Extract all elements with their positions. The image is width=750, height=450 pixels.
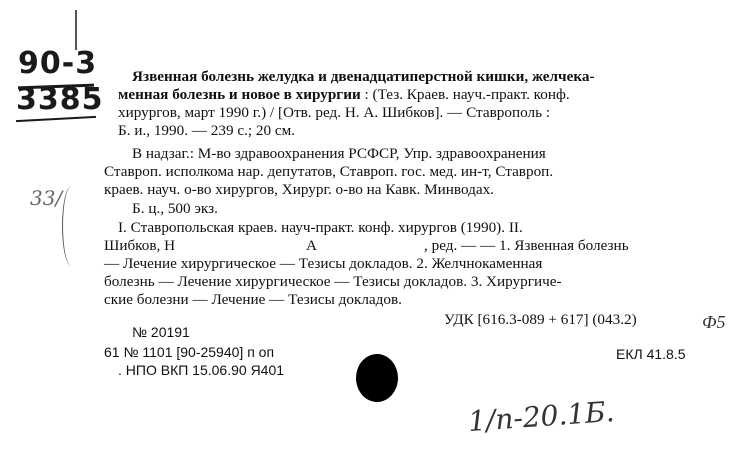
price-line: Б. ц., 500 экз.: [132, 200, 218, 217]
pencil-note: 33/: [30, 186, 63, 210]
order-line: 61 № 1101 [90-25940] п оп: [104, 344, 275, 360]
shelfmark-line1: 90-3: [18, 46, 98, 81]
card-number: № 20191: [132, 324, 190, 340]
supervision-line1: В надзаг.: М-во здравоохранения РСФСР, Упр. здравоохранения: [132, 145, 546, 162]
publisher-line: . НПО ВКП 15.06.90 Я401: [118, 362, 285, 378]
margin-mark: Ф5: [702, 312, 726, 332]
tracing-line2c: , ред. — — 1. Язвенная болезнь: [424, 237, 629, 254]
supervision-line2: Ставроп. исполкома нар. депутатов, Ставроп. гос. мед. ин-т, Ставроп.: [104, 163, 554, 180]
shelfmark-line2: 3385: [16, 82, 104, 117]
tracing-line2b: А: [306, 237, 317, 254]
tracing-line1: I. Ставропольская краев. науч-практ. конф. хирургов (1990). II.: [118, 219, 523, 236]
punch-hole: [356, 354, 398, 402]
tracing-line3: — Лечение хирургическое — Тезисы докладов. 2. Желчнокаменная: [104, 255, 543, 272]
ekl-code: ЕКЛ 41.8.5: [616, 346, 686, 362]
tracing-line2a: Шибков, Н: [104, 237, 176, 254]
supervision-line3: краев. науч. о-во хирургов, Хирург. о-во на Кавк. Минводах.: [104, 181, 494, 198]
pencil-stroke: [75, 10, 77, 50]
title-line3: хирургов, март 1990 г.) / [Отв. ред. Н. А. Шибков]. — Ставрополь :: [118, 104, 551, 121]
title-line2: [118, 86, 570, 104]
tracing-line5: ские болезни — Лечение — Тезисы докладов.: [104, 291, 402, 308]
title-heading2: менная болезнь и новое в хирургии: [118, 86, 361, 103]
udc-code: УДК [616.3-089 + 617] (043.2): [444, 311, 637, 328]
title-heading: Язвенная болезнь желудка и двенадцатиперстной кишки, желчека-: [132, 68, 595, 85]
pencil-bracket: [62, 186, 81, 266]
handwritten-signature: 1/п-20.1Б.: [467, 394, 616, 439]
tracing-line4: болезнь — Лечение хирургическое — Тезисы докладов. 3. Хирургиче-: [104, 273, 562, 290]
title-rest: : (Тез. Краев. науч.-практ. конф.: [360, 86, 570, 103]
title-line4: Б. и., 1990. — 239 с.; 20 см.: [118, 122, 296, 139]
